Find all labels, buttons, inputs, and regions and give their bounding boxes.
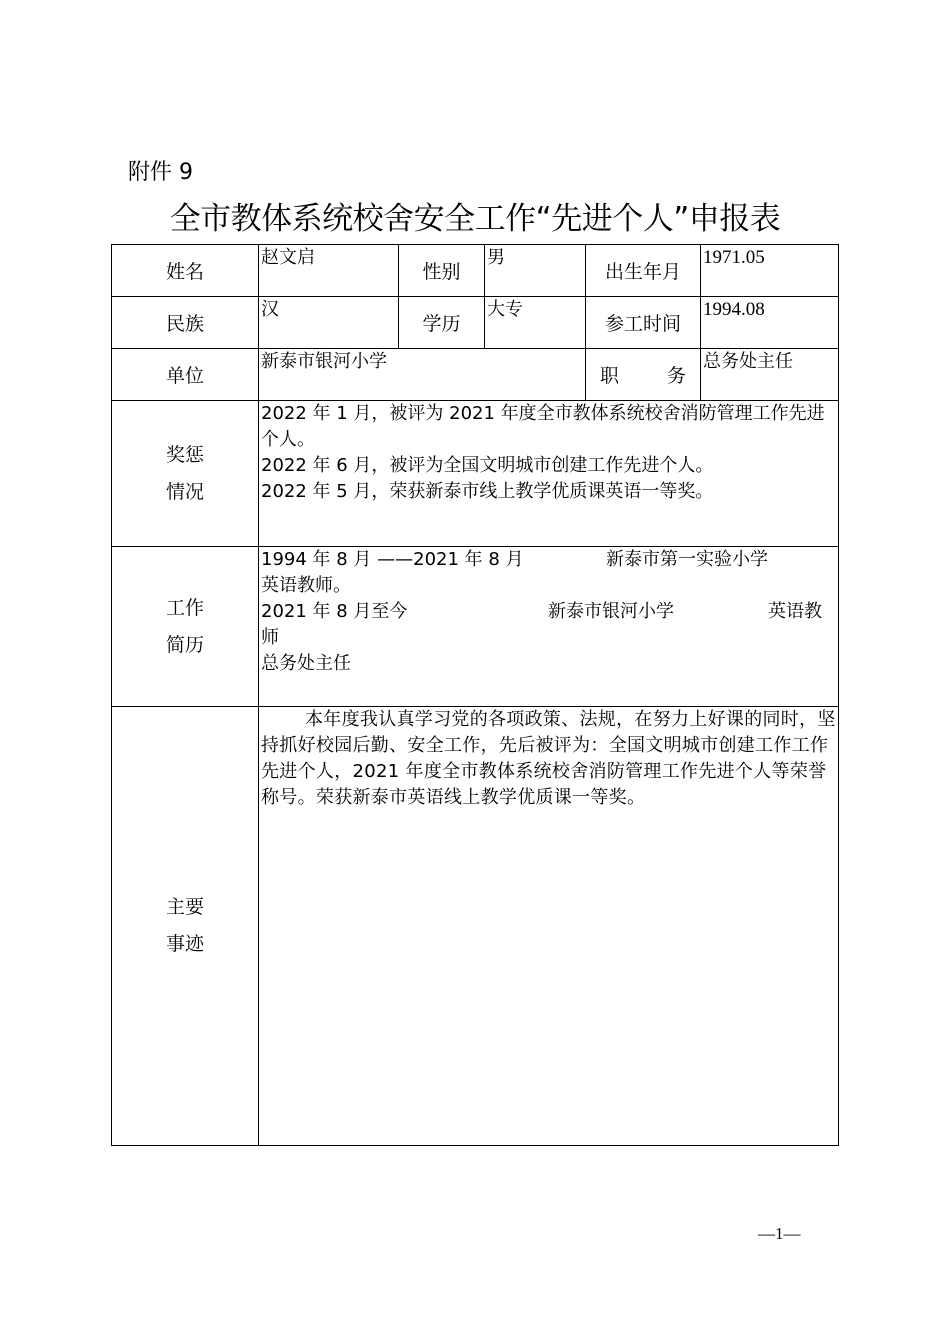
deeds-text: 本年度我认真学习党的各项政策、法规，在努力上好课的同时，坚持抓好校园后勤、安全工作，先后被评为：全国文明城市创建工作工作先进个人，2021 年度全市教体系统校舍消防管理工作先进个人等荣誉称号。荣获新泰市英语线上教学优质课一等奖。: [261, 709, 836, 808]
deeds-content: [258, 706, 839, 1146]
award-item: 2022 年 5 月，荣获新泰市线上教学优质课英语一等奖。: [261, 481, 714, 502]
awards-content: [258, 400, 839, 547]
position-label: 职 务: [585, 348, 701, 401]
position-value: 总务处主任: [700, 348, 839, 401]
page-number: —1—: [758, 1224, 801, 1243]
work-start-label: 参工时间: [585, 296, 701, 349]
awards-label: 奖惩 情况: [111, 400, 259, 547]
resume-entry: 1994 年 8 月 ——2021 年 8 月 新泰市第一实验小学: [261, 549, 768, 570]
birth-value: 1971.05: [700, 244, 839, 297]
birth-label: 出生年月: [585, 244, 701, 297]
unit-label: 单位: [111, 348, 259, 401]
ethnicity-value: 汉: [258, 296, 399, 349]
award-item: 2022 年 1 月，被评为 2021 年度全市教体系统校舍消防管理工作先进个人。: [261, 403, 825, 450]
name-label: 姓名: [111, 244, 259, 297]
resume-entry: 2021 年 8 月至今 新泰市银河小学 英语教: [261, 601, 822, 622]
resume-role: 英语教师。: [261, 575, 351, 596]
work-start-value: 1994.08: [700, 296, 839, 349]
unit-value: 新泰市银河小学: [258, 348, 586, 401]
award-item: 2022 年 6 月，被评为全国文明城市创建工作先进个人。: [261, 455, 714, 476]
resume-label: 工作 简历: [111, 546, 259, 707]
resume-content: [258, 546, 839, 707]
name-value: 赵文启: [258, 244, 399, 297]
gender-value: 男: [484, 244, 586, 297]
ethnicity-label: 民族: [111, 296, 259, 349]
deeds-label: 主要 事迹: [111, 706, 259, 1146]
education-value: 大专: [484, 296, 586, 349]
education-label: 学历: [398, 296, 485, 349]
page-title: 全市教体系统校舍安全工作“先进个人”申报表: [169, 201, 781, 237]
gender-label: 性别: [398, 244, 485, 297]
resume-role: 总务处主任: [261, 653, 351, 674]
resume-role: 师: [261, 627, 279, 648]
attachment-label: 附件 9: [128, 160, 193, 185]
